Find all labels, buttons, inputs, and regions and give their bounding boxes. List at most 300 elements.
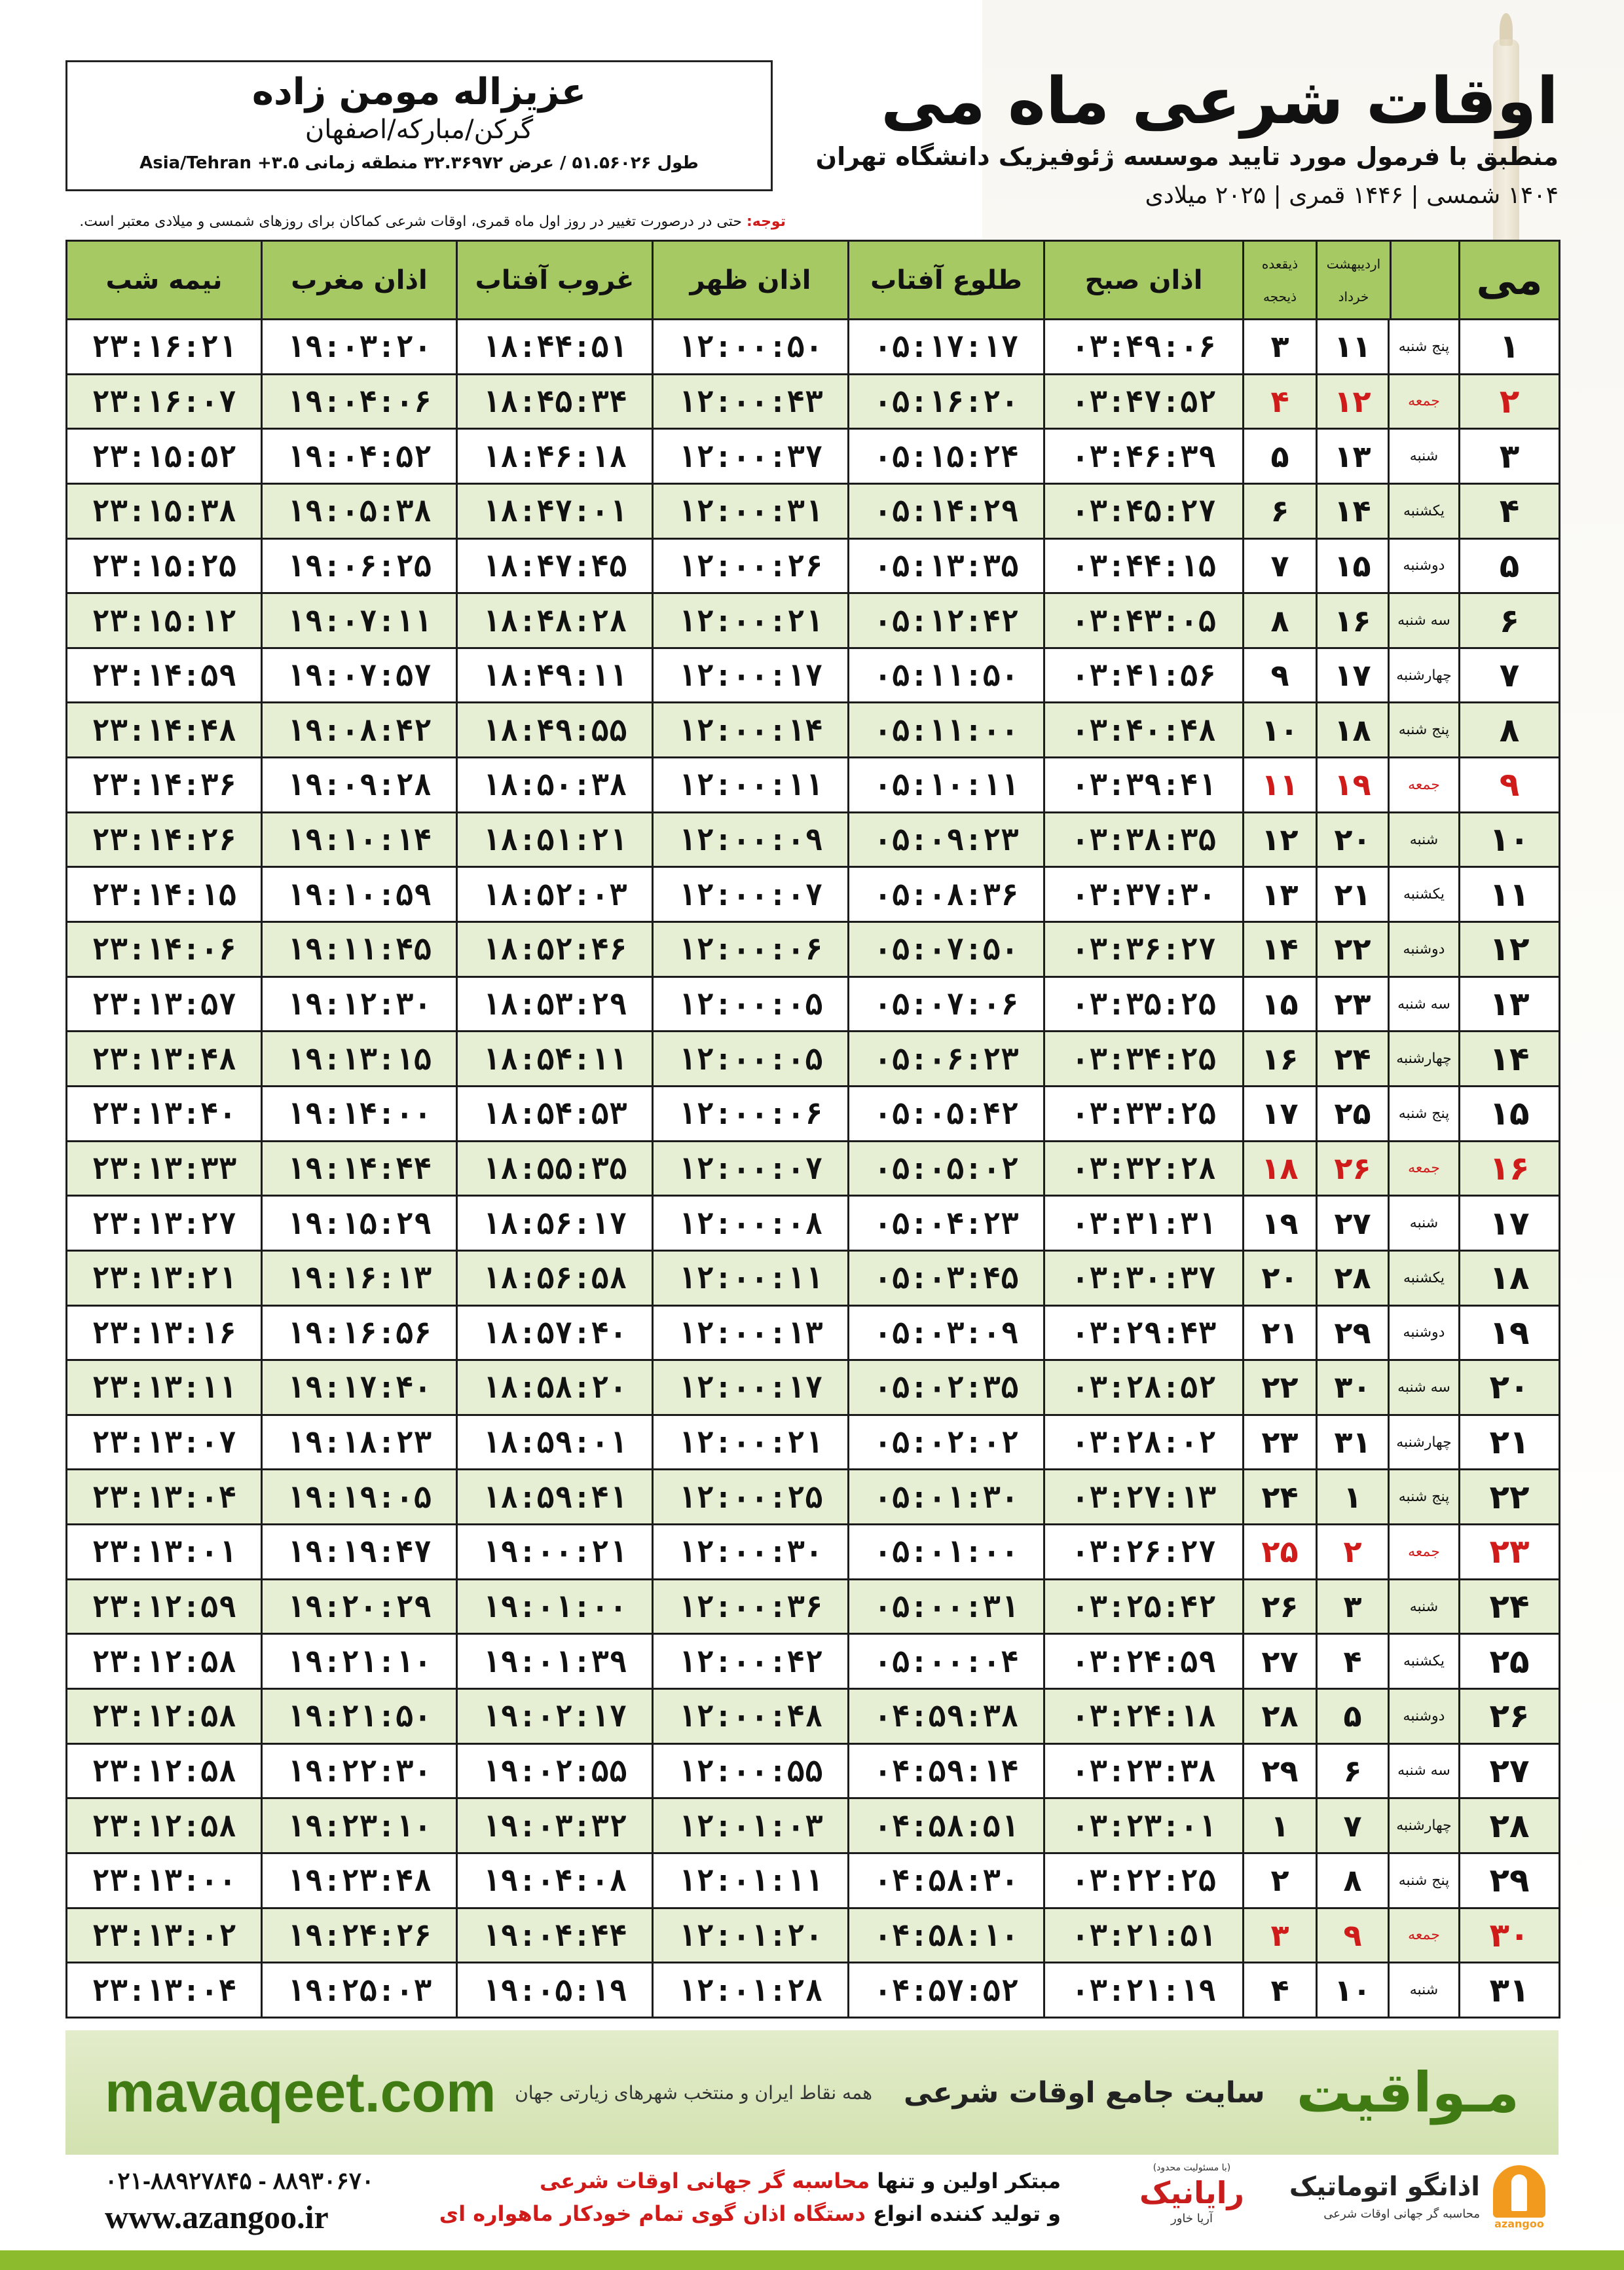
maghrib-time: ۱۹:۱۹:۰۵ (262, 1470, 457, 1525)
sunset-time: ۱۸:۴۷:۴۵ (457, 538, 653, 593)
header-month: می (1460, 241, 1560, 320)
fajr-time: ۰۳:۴۳:۰۵ (1044, 593, 1244, 648)
sunset-time: ۱۹:۰۵:۱۹ (457, 1963, 653, 2018)
fajr-time: ۰۳:۲۳:۰۱ (1044, 1798, 1244, 1853)
sunrise-time: ۰۵:۰۸:۳۶ (849, 867, 1044, 922)
shamsi-day: ۱۶ (1317, 593, 1389, 648)
day-number: ۱۲ (1460, 922, 1560, 977)
shamsi-day: ۲ (1317, 1525, 1389, 1580)
dhuhr-time: ۱۲:۰۰:۲۱ (653, 593, 849, 648)
maghrib-time: ۱۹:۲۵:۰۳ (262, 1963, 457, 2018)
midnight-time: ۲۳:۱۳:۰۲ (67, 1908, 262, 1963)
maghrib-time: ۱۹:۱۳:۱۵ (262, 1032, 457, 1087)
promo-line-1 (471, 2165, 1061, 2197)
table-row (67, 374, 1560, 429)
weekday: سه شنبه (1389, 1743, 1460, 1798)
table-row (67, 1743, 1560, 1798)
day-number: ۶ (1460, 593, 1560, 648)
midnight-time: ۲۳:۱۳:۰۱ (67, 1525, 262, 1580)
maghrib-time: ۱۹:۱۶:۵۶ (262, 1305, 457, 1360)
shamsi-day: ۶ (1317, 1743, 1389, 1798)
day-number: ۳ (1460, 429, 1560, 484)
sunset-time: ۱۸:۴۴:۵۱ (457, 320, 653, 375)
day-number: ۱۸ (1460, 1250, 1560, 1305)
hijri-day: ۲۲ (1244, 1360, 1317, 1415)
fajr-time: ۰۳:۲۵:۴۲ (1044, 1579, 1244, 1634)
midnight-time: ۲۳:۱۵:۱۲ (67, 593, 262, 648)
shamsi-day: ۱۲ (1317, 374, 1389, 429)
sunrise-time: ۰۴:۵۹:۳۸ (849, 1689, 1044, 1744)
page-title: اوقات شرعی ماه می (881, 64, 1559, 139)
dhuhr-time: ۱۲:۰۰:۴۲ (653, 1634, 849, 1689)
table-row (67, 1963, 1560, 2018)
weekday: پنج شنبه (1389, 1853, 1460, 1908)
sunrise-time: ۰۴:۵۸:۱۰ (849, 1908, 1044, 1963)
dhuhr-time: ۱۲:۰۰:۱۱ (653, 1250, 849, 1305)
fajr-time: ۰۳:۲۴:۵۹ (1044, 1634, 1244, 1689)
location: گرکن/مبارکه/اصفهان (304, 115, 534, 145)
midnight-time: ۲۳:۱۴:۳۶ (67, 758, 262, 813)
midnight-time: ۲۳:۱۳:۴۰ (67, 1086, 262, 1141)
sunrise-time: ۰۵:۰۴:۲۳ (849, 1196, 1044, 1251)
azangoo-name: اذانگو اتوماتیک (1289, 2172, 1480, 2202)
dhuhr-time: ۱۲:۰۱:۰۳ (653, 1798, 849, 1853)
shamsi-day: ۴ (1317, 1634, 1389, 1689)
dhuhr-time: ۱۲:۰۱:۲۸ (653, 1963, 849, 2018)
maghrib-time: ۱۹:۰۴:۰۶ (262, 374, 457, 429)
weekday: جمعه (1389, 374, 1460, 429)
sunrise-time: ۰۵:۱۷:۱۷ (849, 320, 1044, 375)
coordinates: طول ۵۱.۵۶۰۲۶ / عرض ۳۲.۳۶۹۷۲ منطقه زمانی Asia/Tehran +۳.۵ (139, 153, 699, 173)
fajr-time: ۰۳:۴۴:۱۵ (1044, 538, 1244, 593)
hijri-day: ۱۳ (1244, 867, 1317, 922)
maghrib-time: ۱۹:۱۵:۲۹ (262, 1196, 457, 1251)
mavaqeet-url[interactable]: mavaqeet.com (105, 2061, 496, 2124)
header-shamsi (1318, 242, 1390, 318)
sunrise-time: ۰۵:۰۰:۰۴ (849, 1634, 1044, 1689)
notice-text: حتی در درصورت تغییر در روز اول ماه قمری، اوقات شرعی کماکان برای روزهای شمسی و میلادی معتبر است. (79, 214, 747, 230)
dhuhr-time: ۱۲:۰۰:۲۶ (653, 538, 849, 593)
dhuhr-time: ۱۲:۰۰:۱۷ (653, 1360, 849, 1415)
weekday: سه شنبه (1389, 593, 1460, 648)
sunrise-time: ۰۵:۱۵:۲۴ (849, 429, 1044, 484)
day-number: ۱۱ (1460, 867, 1560, 922)
shamsi-day: ۱۵ (1317, 538, 1389, 593)
rayanik-name: رایانیک (1139, 2175, 1244, 2210)
sunset-time: ۱۸:۵۴:۱۱ (457, 1032, 653, 1087)
hijri-day: ۹ (1244, 648, 1317, 703)
maghrib-time: ۱۹:۰۵:۳۸ (262, 483, 457, 538)
weekday: یکشنبه (1389, 867, 1460, 922)
maghrib-time: ۱۹:۰۹:۲۸ (262, 758, 457, 813)
mavaqeet-logo: مـواقیت (1296, 2060, 1519, 2125)
hijri-day: ۲۸ (1244, 1689, 1317, 1744)
promo-line-2 (439, 2197, 1061, 2230)
weekday: دوشنبه (1389, 922, 1460, 977)
maghrib-time: ۱۹:۲۱:۱۰ (262, 1634, 457, 1689)
dhuhr-time: ۱۲:۰۰:۳۶ (653, 1579, 849, 1634)
maghrib-time: ۱۹:۱۲:۳۰ (262, 977, 457, 1032)
sunrise-time: ۰۴:۵۸:۳۰ (849, 1853, 1044, 1908)
sunset-time: ۱۸:۵۲:۴۶ (457, 922, 653, 977)
weekday: شنبه (1389, 812, 1460, 867)
header-sunrise: طلوع آفتاب (849, 241, 1044, 320)
table-row (67, 1250, 1560, 1305)
page-subtitle: منطبق با فرمول مورد تایید موسسه ژئوفیزیک دانشگاه تهران (815, 142, 1559, 171)
midnight-time: ۲۳:۱۳:۱۱ (67, 1360, 262, 1415)
dhuhr-time: ۱۲:۰۰:۱۷ (653, 648, 849, 703)
table-row (67, 977, 1560, 1032)
day-number: ۱۶ (1460, 1141, 1560, 1196)
shamsi-day: ۱۳ (1317, 429, 1389, 484)
sunrise-time: ۰۵:۰۲:۳۵ (849, 1360, 1044, 1415)
fajr-time: ۰۳:۲۸:۰۲ (1044, 1415, 1244, 1470)
sunset-time: ۱۸:۵۲:۰۳ (457, 867, 653, 922)
weekday: یکشنبه (1389, 1634, 1460, 1689)
table-row (67, 1360, 1560, 1415)
maghrib-time: ۱۹:۱۴:۴۴ (262, 1141, 457, 1196)
midnight-time: ۲۳:۱۶:۰۷ (67, 374, 262, 429)
person-name: عزیزاله مومن زاده (251, 71, 587, 113)
dhuhr-time: ۱۲:۰۰:۰۶ (653, 1086, 849, 1141)
midnight-time: ۲۳:۱۳:۳۳ (67, 1141, 262, 1196)
dhuhr-time: ۱۲:۰۱:۲۰ (653, 1908, 849, 1963)
mavaqeet-tagline-secondary: همه نقاط ایران و منتخب شهرهای زیارتی جهان (515, 2081, 873, 2104)
day-number: ۹ (1460, 758, 1560, 813)
table-row (67, 867, 1560, 922)
table-row (67, 1470, 1560, 1525)
fajr-time: ۰۳:۳۶:۲۷ (1044, 922, 1244, 977)
maghrib-time: ۱۹:۱۸:۲۳ (262, 1415, 457, 1470)
shamsi-day: ۲۹ (1317, 1305, 1389, 1360)
header-sunset: غروب آفتاب (457, 241, 653, 320)
hijri-day: ۱۴ (1244, 922, 1317, 977)
prayer-times-table (65, 240, 1559, 2019)
day-number: ۳۱ (1460, 1963, 1560, 2018)
weekday: شنبه (1389, 429, 1460, 484)
weekday: شنبه (1389, 1963, 1460, 2018)
sunrise-time: ۰۵:۰۱:۳۰ (849, 1470, 1044, 1525)
midnight-time: ۲۳:۱۳:۰۷ (67, 1415, 262, 1470)
header-midnight: نیمه شب (67, 241, 262, 320)
hijri-day: ۳ (1244, 320, 1317, 375)
table-row (67, 429, 1560, 484)
table-row (67, 1579, 1560, 1634)
sunset-time: ۱۸:۵۰:۳۸ (457, 758, 653, 813)
table-row (67, 1798, 1560, 1853)
fajr-time: ۰۳:۴۹:۰۶ (1044, 320, 1244, 375)
day-number: ۸ (1460, 703, 1560, 758)
shamsi-day: ۹ (1317, 1908, 1389, 1963)
hijri-day: ۱۹ (1244, 1196, 1317, 1251)
shamsi-day: ۲۱ (1317, 867, 1389, 922)
dhuhr-time: ۱۲:۰۰:۲۵ (653, 1470, 849, 1525)
weekday: پنج شنبه (1389, 703, 1460, 758)
midnight-time: ۲۳:۱۳:۰۴ (67, 1470, 262, 1525)
weekday: سه شنبه (1389, 977, 1460, 1032)
sunrise-time: ۰۵:۰۷:۰۶ (849, 977, 1044, 1032)
mavaqeet-tagline: سایت جامع اوقات شرعی (904, 2075, 1265, 2110)
table-row (67, 1196, 1560, 1251)
maghrib-time: ۱۹:۱۴:۰۰ (262, 1086, 457, 1141)
day-number: ۱۷ (1460, 1196, 1560, 1251)
person-info-box (65, 60, 773, 191)
hijri-day: ۵ (1244, 429, 1317, 484)
maghrib-time: ۱۹:۰۴:۵۲ (262, 429, 457, 484)
table-row (67, 922, 1560, 977)
maghrib-time: ۱۹:۱۰:۱۴ (262, 812, 457, 867)
hijri-day: ۲۶ (1244, 1579, 1317, 1634)
day-number: ۲۳ (1460, 1525, 1560, 1580)
sunset-time: ۱۸:۵۵:۳۵ (457, 1141, 653, 1196)
midnight-time: ۲۳:۱۵:۳۸ (67, 483, 262, 538)
day-number: ۱ (1460, 320, 1560, 375)
maghrib-time: ۱۹:۰۳:۲۰ (262, 320, 457, 375)
weekday: پنج شنبه (1389, 1086, 1460, 1141)
sunset-time: ۱۹:۰۴:۰۸ (457, 1853, 653, 1908)
midnight-time: ۲۳:۱۲:۵۸ (67, 1743, 262, 1798)
weekday: سه شنبه (1389, 1360, 1460, 1415)
table-row (67, 703, 1560, 758)
day-number: ۲۰ (1460, 1360, 1560, 1415)
shamsi-day: ۱ (1317, 1470, 1389, 1525)
shamsi-day: ۱۰ (1317, 1963, 1389, 2018)
weekday: شنبه (1389, 1196, 1460, 1251)
hijri-day: ۱۲ (1244, 812, 1317, 867)
maghrib-time: ۱۹:۲۰:۲۹ (262, 1579, 457, 1634)
shamsi-day: ۳۰ (1317, 1360, 1389, 1415)
header-hijri-line1: ذیقعده (1261, 255, 1299, 272)
maghrib-time: ۱۹:۲۴:۲۶ (262, 1908, 457, 1963)
sunset-time: ۱۹:۰۲:۱۷ (457, 1689, 653, 1744)
weekday: یکشنبه (1389, 1250, 1460, 1305)
table-row (67, 1634, 1560, 1689)
shamsi-day: ۲۷ (1317, 1196, 1389, 1251)
dhuhr-time: ۱۲:۰۰:۳۱ (653, 483, 849, 538)
mavaqeet-brand-area (515, 2056, 1519, 2129)
weekday: پنج شنبه (1389, 1470, 1460, 1525)
sunset-time: ۱۹:۰۰:۲۱ (457, 1525, 653, 1580)
day-number: ۷ (1460, 648, 1560, 703)
dhuhr-time: ۱۲:۰۰:۳۰ (653, 1525, 849, 1580)
sunrise-time: ۰۵:۱۶:۲۰ (849, 374, 1044, 429)
promo-text (439, 2165, 1061, 2237)
sunset-time: ۱۸:۴۹:۵۵ (457, 703, 653, 758)
weekday: جمعه (1389, 758, 1460, 813)
weekday: دوشنبه (1389, 1689, 1460, 1744)
sunrise-time: ۰۵:۰۶:۲۳ (849, 1032, 1044, 1087)
midnight-time: ۲۳:۱۲:۵۹ (67, 1579, 262, 1634)
fajr-time: ۰۳:۴۶:۳۹ (1044, 429, 1244, 484)
sunset-time: ۱۸:۵۹:۴۱ (457, 1470, 653, 1525)
hijri-day: ۲ (1244, 1853, 1317, 1908)
shamsi-day: ۳ (1317, 1579, 1389, 1634)
header-weekday-shamsi (1317, 241, 1460, 320)
sunset-time: ۱۸:۵۱:۲۱ (457, 812, 653, 867)
weekday: جمعه (1389, 1525, 1460, 1580)
weekday: جمعه (1389, 1141, 1460, 1196)
dhuhr-time: ۱۲:۰۰:۰۵ (653, 977, 849, 1032)
sunset-time: ۱۸:۵۸:۲۰ (457, 1360, 653, 1415)
azangoo-logo-en: azangoo (1494, 2218, 1544, 2230)
fajr-time: ۰۳:۲۳:۳۸ (1044, 1743, 1244, 1798)
sunrise-time: ۰۵:۰۷:۵۰ (849, 922, 1044, 977)
dhuhr-time: ۱۲:۰۰:۱۱ (653, 758, 849, 813)
dates-line: ۱۴۰۴ شمسی | ۱۴۴۶ قمری | ۲۰۲۵ میلادی (1145, 182, 1559, 209)
table-row (67, 1415, 1560, 1470)
dhuhr-time: ۱۲:۰۰:۵۵ (653, 1743, 849, 1798)
header-maghrib: اذان مغرب (262, 241, 457, 320)
header-hijri-line2: ذیحجه (1263, 288, 1297, 305)
dhuhr-time: ۱۲:۰۰:۳۷ (653, 429, 849, 484)
hijri-day: ۶ (1244, 483, 1317, 538)
fajr-time: ۰۳:۳۳:۲۵ (1044, 1086, 1244, 1141)
hijri-day: ۷ (1244, 538, 1317, 593)
dhuhr-time: ۱۲:۰۰:۰۷ (653, 867, 849, 922)
maghrib-time: ۱۹:۱۹:۴۷ (262, 1525, 457, 1580)
bottom-bar (0, 2250, 1624, 2270)
azangoo-website[interactable]: www.azangoo.ir (105, 2199, 329, 2235)
promo-line-2-b: دستگاه اذان گوی تمام خودکار ماهواره ای (439, 2201, 866, 2226)
promo-line-1-b: محاسبه گر جهانی اوقات شرعی (540, 2168, 870, 2193)
day-number: ۱۴ (1460, 1032, 1560, 1087)
sunset-time: ۱۸:۵۶:۵۸ (457, 1250, 653, 1305)
fajr-time: ۰۳:۴۱:۵۶ (1044, 648, 1244, 703)
shamsi-day: ۱۴ (1317, 483, 1389, 538)
hijri-day: ۸ (1244, 593, 1317, 648)
table-row (67, 1908, 1560, 1963)
sunrise-time: ۰۵:۰۹:۲۳ (849, 812, 1044, 867)
dhuhr-time: ۱۲:۰۰:۰۶ (653, 922, 849, 977)
hijri-day: ۲۵ (1244, 1525, 1317, 1580)
shamsi-day: ۱۷ (1317, 648, 1389, 703)
weekday: دوشنبه (1389, 1305, 1460, 1360)
midnight-time: ۲۳:۱۳:۰۰ (67, 1853, 262, 1908)
sunset-time: ۱۹:۰۲:۵۵ (457, 1743, 653, 1798)
dhuhr-time: ۱۲:۰۰:۵۰ (653, 320, 849, 375)
midnight-time: ۲۳:۱۶:۲۱ (67, 320, 262, 375)
fajr-time: ۰۳:۲۹:۴۳ (1044, 1305, 1244, 1360)
hijri-day: ۴ (1244, 374, 1317, 429)
day-number: ۲۵ (1460, 1634, 1560, 1689)
maghrib-time: ۱۹:۰۶:۲۵ (262, 538, 457, 593)
notice (65, 214, 786, 237)
header-dhuhr: اذان ظهر (653, 241, 849, 320)
table-header-row (67, 241, 1560, 320)
hijri-day: ۱۸ (1244, 1141, 1317, 1196)
day-number: ۲۲ (1460, 1470, 1560, 1525)
sunset-time: ۱۸:۵۶:۱۷ (457, 1196, 653, 1251)
table-row (67, 1141, 1560, 1196)
dhuhr-time: ۱۲:۰۰:۰۹ (653, 812, 849, 867)
header-weekday-spacer (1390, 242, 1458, 318)
fajr-time: ۰۳:۴۵:۲۷ (1044, 483, 1244, 538)
hijri-day: ۳ (1244, 1908, 1317, 1963)
sunrise-time: ۰۵:۱۰:۱۱ (849, 758, 1044, 813)
shamsi-day: ۲۸ (1317, 1250, 1389, 1305)
weekday: چهارشنبه (1389, 1032, 1460, 1087)
table-row (67, 1689, 1560, 1744)
sunset-time: ۱۸:۵۴:۵۳ (457, 1086, 653, 1141)
shamsi-day: ۲۲ (1317, 922, 1389, 977)
sunset-time: ۱۸:۵۷:۴۰ (457, 1305, 653, 1360)
sunset-time: ۱۹:۰۳:۳۲ (457, 1798, 653, 1853)
table-row (67, 483, 1560, 538)
table-row (67, 593, 1560, 648)
day-number: ۵ (1460, 538, 1560, 593)
hijri-day: ۲۷ (1244, 1634, 1317, 1689)
maghrib-time: ۱۹:۱۷:۴۰ (262, 1360, 457, 1415)
sunset-time: ۱۸:۴۸:۲۸ (457, 593, 653, 648)
maghrib-time: ۱۹:۱۱:۴۵ (262, 922, 457, 977)
day-number: ۱۳ (1460, 977, 1560, 1032)
shamsi-day: ۲۳ (1317, 977, 1389, 1032)
hijri-day: ۲۹ (1244, 1743, 1317, 1798)
day-number: ۱۹ (1460, 1305, 1560, 1360)
table-row (67, 648, 1560, 703)
hijri-day: ۱۵ (1244, 977, 1317, 1032)
midnight-time: ۲۳:۱۳:۲۷ (67, 1196, 262, 1251)
table-row (67, 812, 1560, 867)
sunset-time: ۱۹:۰۱:۰۰ (457, 1579, 653, 1634)
sunset-time: ۱۸:۴۶:۱۸ (457, 429, 653, 484)
dhuhr-time: ۱۲:۰۰:۱۳ (653, 1305, 849, 1360)
fajr-time: ۰۳:۳۹:۴۱ (1044, 758, 1244, 813)
shamsi-day: ۱۸ (1317, 703, 1389, 758)
sunset-time: ۱۸:۵۳:۲۹ (457, 977, 653, 1032)
weekday: یکشنبه (1389, 483, 1460, 538)
hijri-day: ۱۷ (1244, 1086, 1317, 1141)
table-row (67, 1305, 1560, 1360)
midnight-time: ۲۳:۱۳:۵۷ (67, 977, 262, 1032)
sunrise-time: ۰۴:۵۸:۵۱ (849, 1798, 1044, 1853)
hijri-day: ۲۴ (1244, 1470, 1317, 1525)
notice-label: توجه: (746, 214, 786, 230)
fajr-time: ۰۳:۲۴:۱۸ (1044, 1689, 1244, 1744)
maghrib-time: ۱۹:۲۲:۳۰ (262, 1743, 457, 1798)
phone-numbers: ۰۲۱-۸۸۹۲۷۸۴۵ - ۸۸۹۳۰۶۷۰ (105, 2167, 375, 2194)
sunset-time: ۱۸:۵۹:۰۱ (457, 1415, 653, 1470)
table-row (67, 538, 1560, 593)
sunrise-time: ۰۵:۱۳:۳۵ (849, 538, 1044, 593)
dhuhr-time: ۱۲:۰۰:۴۳ (653, 374, 849, 429)
maghrib-time: ۱۹:۲۳:۱۰ (262, 1798, 457, 1853)
table-row (67, 1853, 1560, 1908)
shamsi-day: ۷ (1317, 1798, 1389, 1853)
shamsi-day: ۲۴ (1317, 1032, 1389, 1087)
day-number: ۲۸ (1460, 1798, 1560, 1853)
sunrise-time: ۰۴:۵۷:۵۲ (849, 1963, 1044, 2018)
maghrib-time: ۱۹:۲۳:۴۸ (262, 1853, 457, 1908)
hijri-day: ۲۳ (1244, 1415, 1317, 1470)
dhuhr-time: ۱۲:۰۰:۰۸ (653, 1196, 849, 1251)
dhuhr-time: ۱۲:۰۰:۱۴ (653, 703, 849, 758)
shamsi-day: ۱۹ (1317, 758, 1389, 813)
day-number: ۲۴ (1460, 1579, 1560, 1634)
hijri-day: ۱۰ (1244, 703, 1317, 758)
fajr-time: ۰۳:۳۴:۲۵ (1044, 1032, 1244, 1087)
hijri-day: ۲۱ (1244, 1305, 1317, 1360)
fajr-time: ۰۳:۳۲:۲۸ (1044, 1141, 1244, 1196)
hijri-day: ۴ (1244, 1963, 1317, 2018)
hijri-day: ۲۰ (1244, 1250, 1317, 1305)
header-fajr: اذان صبح (1044, 241, 1244, 320)
table-row (67, 320, 1560, 375)
weekday: پنج شنبه (1389, 320, 1460, 375)
shamsi-day: ۱۱ (1317, 320, 1389, 375)
midnight-time: ۲۳:۱۴:۵۹ (67, 648, 262, 703)
day-number: ۳۰ (1460, 1908, 1560, 1963)
